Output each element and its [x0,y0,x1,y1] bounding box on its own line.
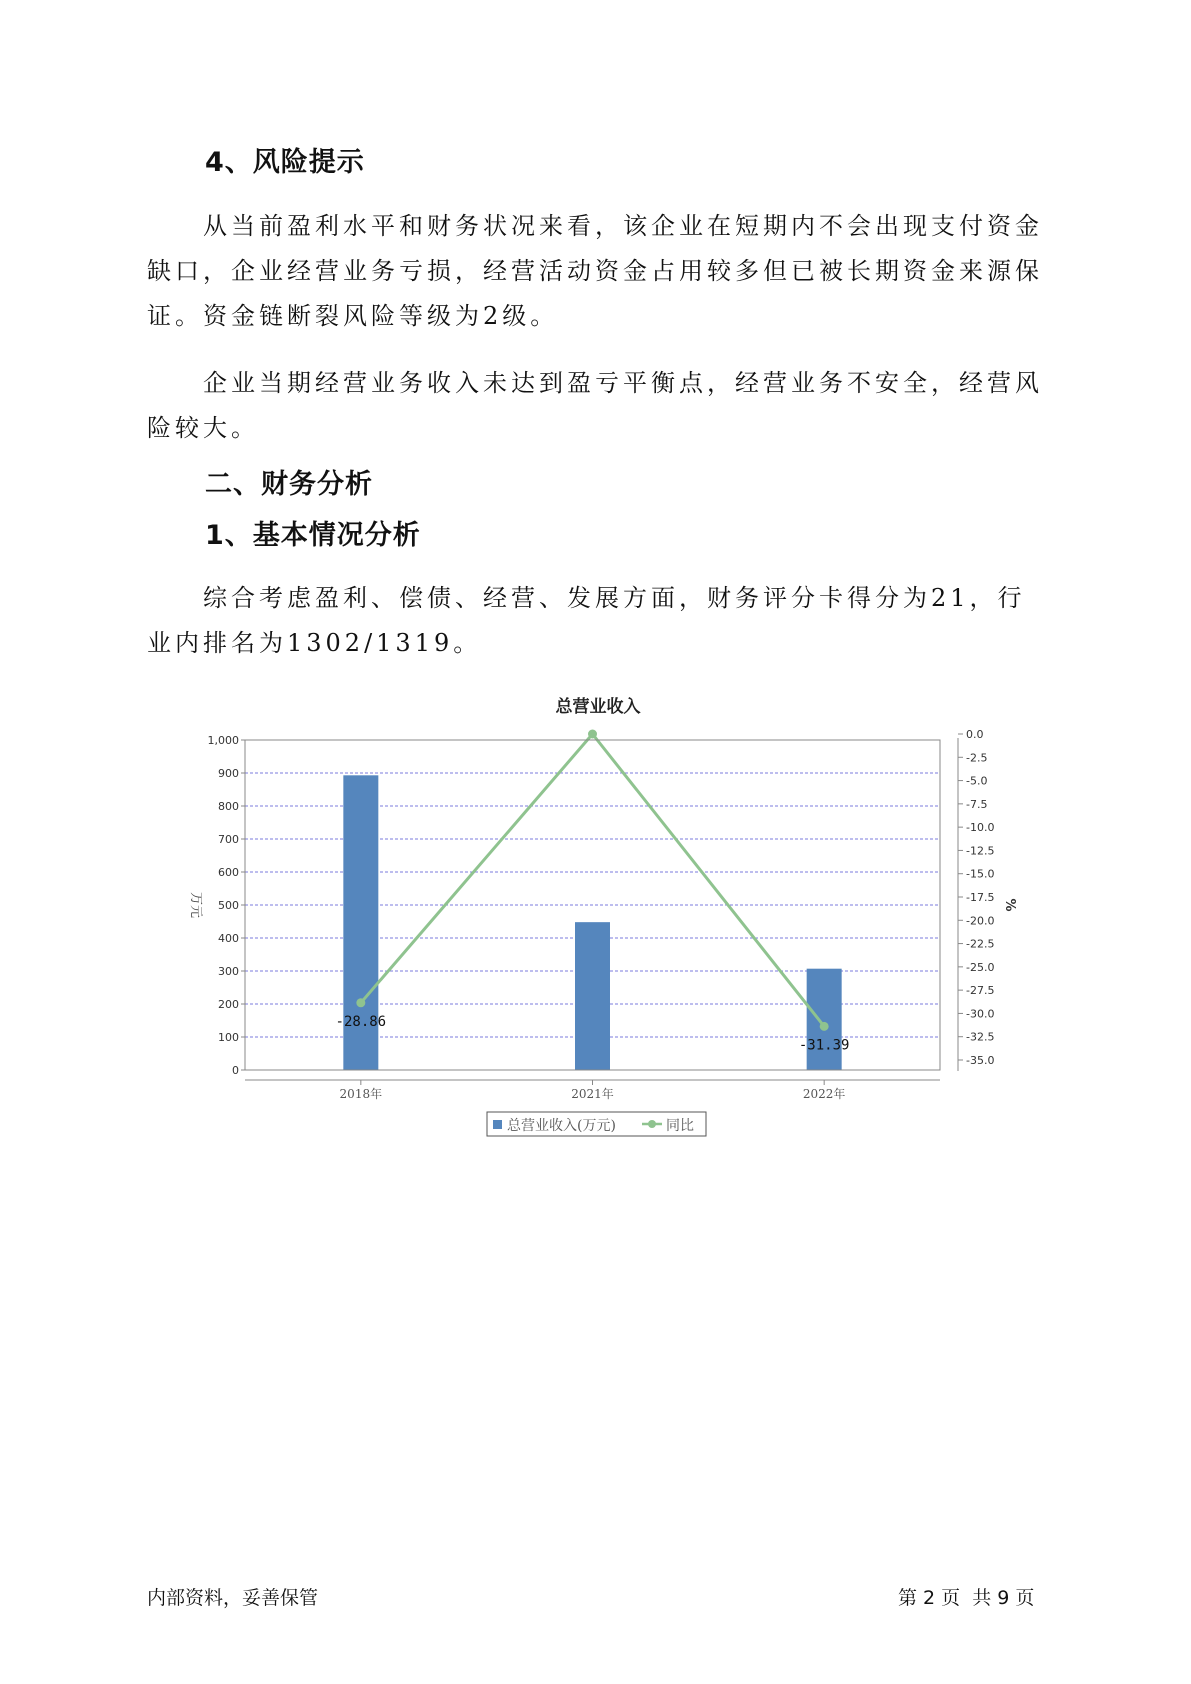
legend [487,1112,706,1136]
basic-analysis-heading: 1、基本情况分析 [205,520,421,551]
y-tick-label: 900 [218,767,239,780]
y-tick-label: 1,000 [207,734,239,747]
y2-tick-label: -2.5 [966,751,988,765]
bar [575,922,610,1070]
y2-tick-label: -20.0 [966,914,995,928]
y2-tick-label: 0.0 [966,728,984,741]
y2-tick-label: -22.5 [966,937,995,951]
x-tick-label: 2022年 [802,1087,846,1101]
legend-bar-label: 总营业收入(万元) [507,1118,616,1134]
y2-tick-label: -25.0 [966,960,995,974]
y2-tick-label: -7.5 [966,797,988,811]
y2-tick-label: -12.5 [966,844,995,858]
yoy-data-label: -28.86 [335,1013,387,1030]
y2-tick-label: -5.0 [966,774,988,788]
legend-line-label: 同比 [666,1118,694,1134]
risk-paragraph-2: 企业当期经营业务收入未达到盈亏平衡点，经营业务不安全，经营风险较大。 [147,369,1043,442]
legend-line-marker [648,1120,656,1128]
x-tick-label: 2018年 [339,1087,383,1101]
y2-axis-label: % [1002,898,1017,912]
risk-paragraph-1: 从当前盈利水平和财务状况来看，该企业在短期内不会出现支付资金缺口，企业经营业务亏损，经营活动资金占用较多但已被长期资金来源保证。资金链断裂风险等级为2级。 [147,212,1043,330]
yoy-data-label: -31.39 [798,1037,850,1054]
y-tick-label: 800 [218,800,239,813]
x-tick-label: 2021年 [571,1087,614,1101]
revenue-chart [170,690,1050,1150]
y2-tick-label: -10.0 [966,821,995,835]
basic-analysis-paragraph: 综合考虑盈利、偿债、经营、发展方面，财务评分卡得分为21，行业内排名为1302/1319。 [147,584,1026,657]
bar [807,969,842,1070]
yoy-point [588,730,597,739]
y-axis-label: 万元 [188,891,203,919]
y-tick-label: 100 [218,1031,239,1044]
legend-bar-swatch [493,1120,502,1129]
footer-page-number: 第 2 页 共 9 页 [898,1587,1035,1609]
y2-tick-label: -17.5 [966,891,995,904]
y-tick-label: 0 [232,1064,239,1077]
chart-title: 总营业收入 [555,697,641,717]
y-tick-label: 400 [218,932,239,945]
y2-tick-label: -35.0 [966,1054,995,1067]
risk-heading: 4、风险提示 [205,147,365,178]
y2-tick-label: -30.0 [966,1007,995,1021]
y-tick-label: 600 [218,866,239,879]
financial-analysis-heading: 二、财务分析 [205,469,373,500]
y-tick-label: 700 [218,833,239,846]
footer-confidential: 内部资料，妥善保管 [147,1587,319,1609]
y2-tick-label: -27.5 [966,984,995,998]
yoy-point [820,1022,829,1031]
y-tick-label: 200 [218,998,239,1011]
y2-tick-label: -32.5 [966,1030,995,1044]
yoy-point [356,998,365,1007]
y-tick-label: 500 [218,899,239,912]
y2-tick-label: -15.0 [966,867,995,881]
y-tick-label: 300 [218,965,239,978]
